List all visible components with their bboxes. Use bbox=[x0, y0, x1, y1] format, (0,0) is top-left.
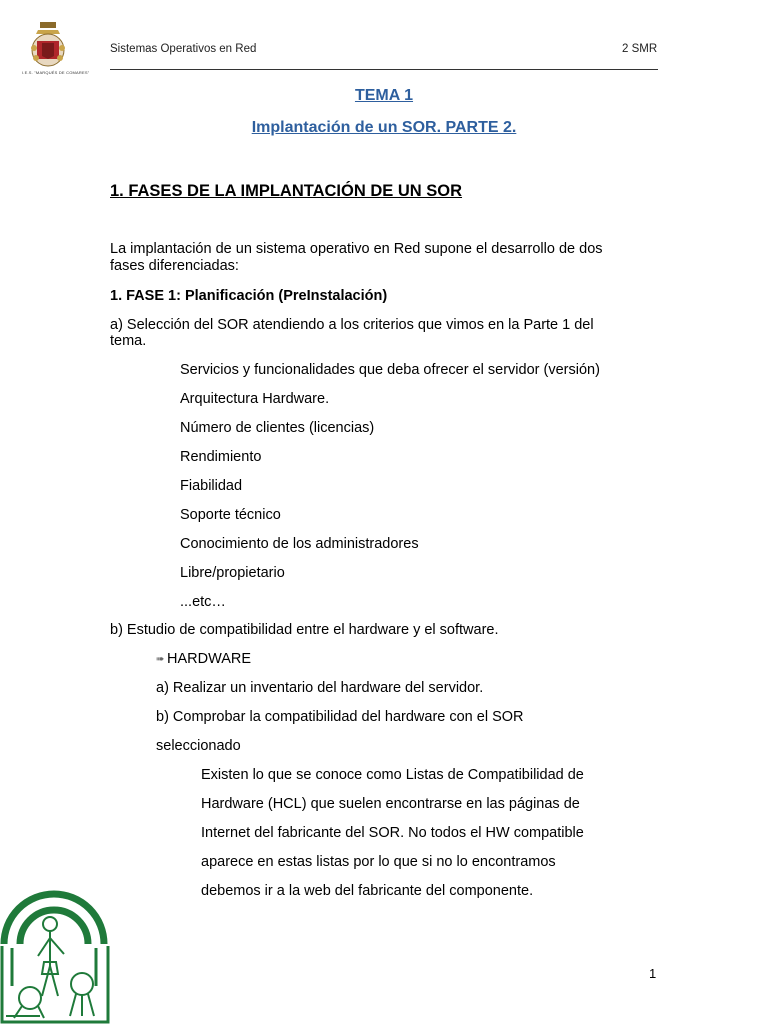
criteria-item: Rendimiento bbox=[180, 449, 262, 465]
header-group: 2 SMR bbox=[622, 43, 658, 55]
intro-paragraph-line2: fases diferenciadas: bbox=[110, 258, 239, 274]
school-crest-logo bbox=[24, 20, 84, 72]
item-b: b) Estudio de compatibilidad entre el hardware y el software. bbox=[110, 622, 499, 638]
criteria-item: Fiabilidad bbox=[180, 478, 243, 494]
item-a-line2: tema. bbox=[110, 333, 147, 349]
criteria-item: Arquitectura Hardware. bbox=[180, 391, 330, 407]
junta-andalucia-emblem bbox=[0, 866, 110, 1024]
hcl-paragraph-line: Hardware (HCL) que suelen encontrarse en las páginas de bbox=[201, 796, 580, 812]
school-crest-caption: I.E.S. "MARQUÉS DE COMARES" bbox=[22, 70, 90, 75]
fase1-heading: 1. FASE 1: Planificación (PreInstalación) bbox=[110, 288, 388, 304]
hcl-paragraph-line: aparece en estas listas por lo que si no lo encontramos bbox=[201, 854, 556, 870]
criteria-item: Servicios y funcionalidades que deba ofrecer el servidor (versión) bbox=[180, 362, 600, 378]
header-rule bbox=[110, 69, 658, 70]
hw-item-b-line1: b) Comprobar la compatibilidad del hardware con el SOR bbox=[156, 709, 524, 725]
page-subtitle: Implantación de un SOR. PARTE 2. bbox=[251, 119, 517, 136]
criteria-item: Soporte técnico bbox=[180, 507, 281, 523]
intro-paragraph-line1: La implantación de un sistema operativo en Red supone el desarrollo de dos bbox=[110, 241, 603, 257]
criteria-item: Número de clientes (licencias) bbox=[180, 420, 375, 436]
header-course-name: Sistemas Operativos en Red bbox=[110, 43, 257, 55]
section-heading: 1. FASES DE LA IMPLANTACIÓN DE UN SOR bbox=[110, 182, 463, 200]
hw-item-b-line2: seleccionado bbox=[156, 738, 241, 754]
hw-item-a: a) Realizar un inventario del hardware del servidor. bbox=[156, 680, 484, 696]
hcl-paragraph-line: Internet del fabricante del SOR. No todos el HW compatible bbox=[201, 825, 584, 841]
criteria-item: ...etc… bbox=[180, 594, 226, 610]
item-a-line1: a) Selección del SOR atendiendo a los criterios que vimos en la Parte 1 del bbox=[110, 317, 594, 333]
hardware-label: HARDWARE bbox=[167, 651, 252, 667]
hcl-paragraph-line: Existen lo que se conoce como Listas de Compatibilidad de bbox=[201, 767, 584, 783]
criteria-item: Conocimiento de los administradores bbox=[180, 536, 419, 552]
arrow-bullet-icon: ➠ bbox=[156, 654, 165, 665]
hcl-paragraph-line: debemos ir a la web del fabricante del componente. bbox=[201, 883, 534, 899]
page-number: 1 bbox=[649, 966, 657, 981]
page-title: TEMA 1 bbox=[354, 87, 414, 104]
criteria-item: Libre/propietario bbox=[180, 565, 285, 581]
